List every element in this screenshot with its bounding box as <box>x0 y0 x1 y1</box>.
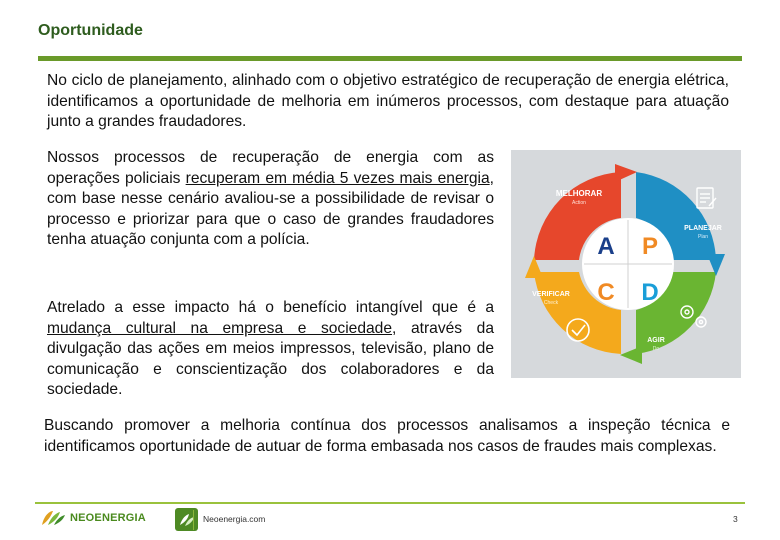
page-number: 3 <box>733 514 738 524</box>
pdca-cycle-diagram <box>511 150 741 378</box>
pdca-sublabel-action: Action <box>572 200 586 206</box>
neoenergia-logo <box>40 509 146 527</box>
paragraph-text: , com base nesse cenário avaliou-se a possibilidade de revisar o processo e priorizar para que o caso de grandes fraudadores tenha atuação conjunta com a polícia. <box>47 169 494 248</box>
leaf-logo-icon <box>40 509 66 527</box>
underlined-highlight: recuperam em média 5 vezes mais energia <box>185 169 490 187</box>
pdca-letter-p: P <box>641 233 659 260</box>
pdca-sublabel-plan: Plan <box>697 234 709 240</box>
footer-separator <box>193 510 194 530</box>
pdca-label-planejar: PLANEJAR <box>684 225 722 232</box>
paragraph-continuous-improvement: Buscando promover a melhoria contínua dos processos analisamos a inspeção técnica e identificamos oportunidade de autuar de forma embasada nos casos de fraudes mais complexas. <box>44 417 730 455</box>
pdca-letter-d: D <box>641 279 659 306</box>
pdca-label-agir: AGIR <box>647 337 665 344</box>
footer-url[interactable]: Neoenergia.com <box>203 514 266 524</box>
pdca-letter-a: A <box>597 233 615 260</box>
footer-rule <box>35 502 745 504</box>
brand-name: NEOENERGIA <box>70 512 146 524</box>
paragraph-text: Atrelado a esse impacto há o benefício intangível que é a <box>47 299 494 316</box>
paragraph-text: , através da divulgação das ações em meios impressos, televisão, plano de comunicação e conscientização dos colaboradores e da sociedade. <box>47 319 494 398</box>
brand-square-icon <box>175 508 198 531</box>
pdca-letter-c: C <box>597 279 615 306</box>
underlined-highlight: mudança cultural na empresa e sociedade <box>47 319 393 337</box>
title-rule <box>38 56 742 61</box>
pdca-sublabel-do: Do <box>652 346 660 352</box>
pdca-label-verificar: VERIFICAR <box>532 291 570 298</box>
paragraph-planning: No ciclo de planejamento, alinhado com o objetivo estratégico de recuperação de energia elétrica, identificamos a oportunidade de melhoria em inúmeros processos, com destaque para atuação junto a grandes fraudadores. <box>47 72 729 130</box>
paragraph-police-operations <box>47 148 494 251</box>
pdca-sublabel-check: Check <box>543 300 559 306</box>
pdca-label-melhorar: MELHORAR <box>555 189 603 198</box>
slide-title: Oportunidade <box>38 22 143 39</box>
paragraph-text: Nossos processos de recuperação de energia com as operações policiais <box>47 149 494 187</box>
paragraph-intangible-benefit <box>47 298 494 401</box>
